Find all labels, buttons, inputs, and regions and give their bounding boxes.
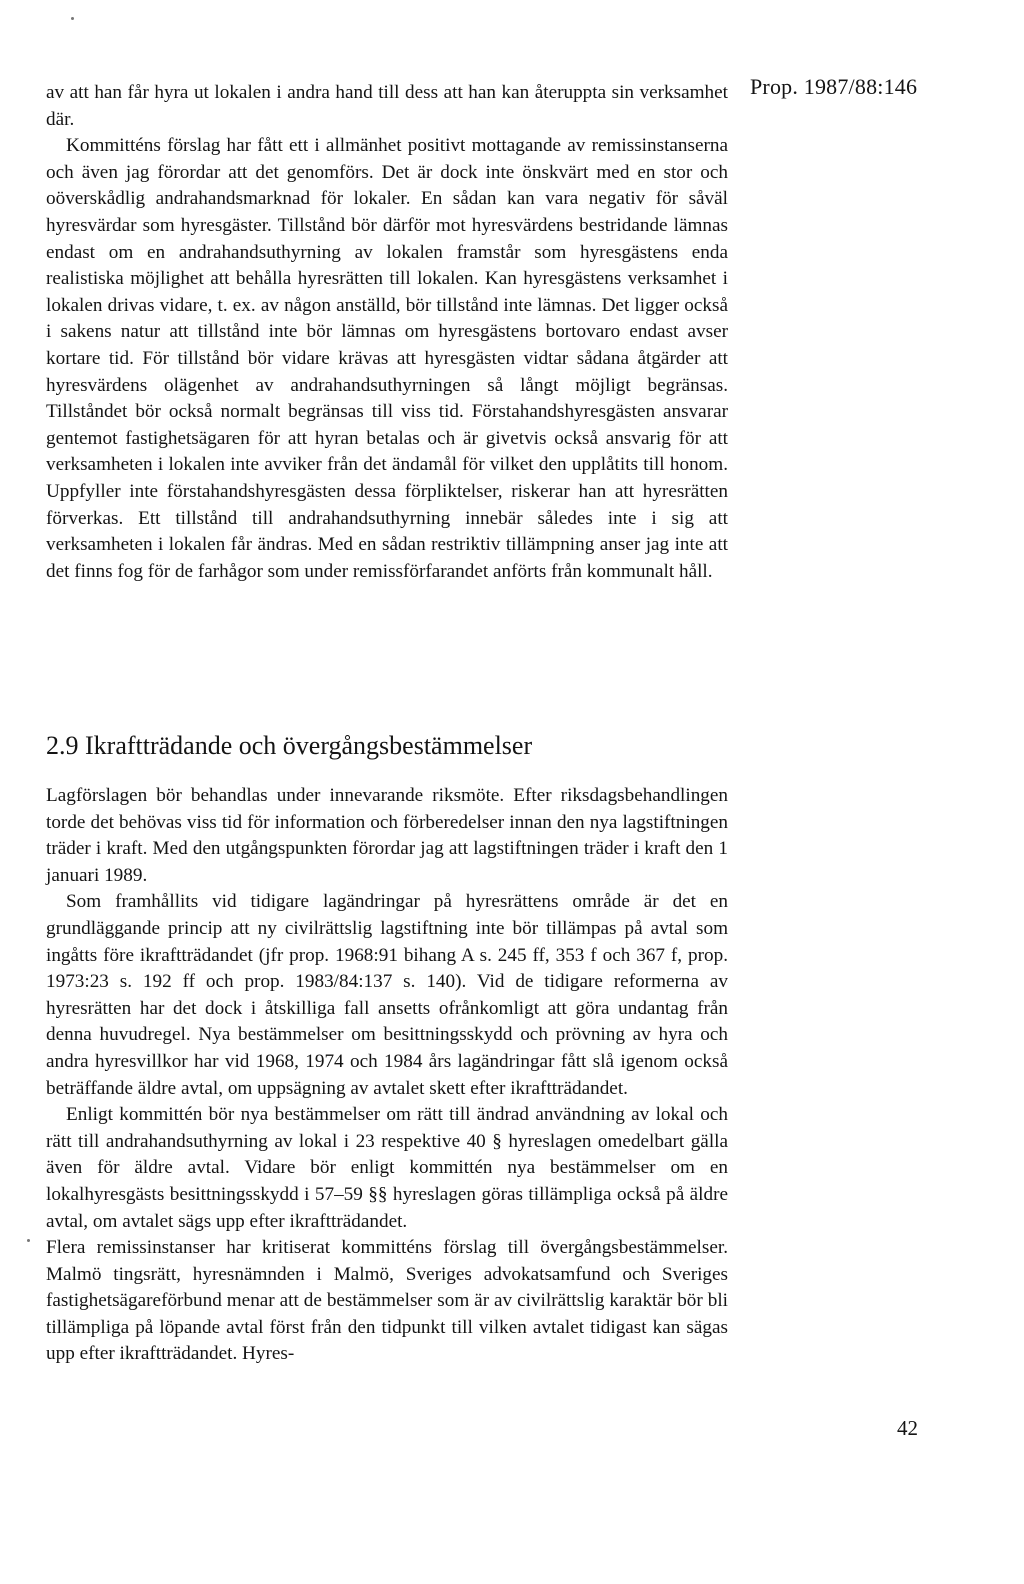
section-2-9-body [46, 783, 728, 1368]
paragraph: Lagförslagen bör behandlas under innevarande riksmöte. Efter riksdagsbehandlingen torde det behövas viss tid för information och förberedelser innan den nya lagstiftningen träder i kraft. Med den utgångspunkten förordar jag att lagstiftningen träder i kraft den 1 januari 1989. [46, 785, 728, 886]
scan-speck-top [71, 17, 74, 20]
paragraph: av att han får hyra ut lokalen i andra hand till dess att han kan återuppta sin verksamhet där. [46, 82, 728, 130]
section-number: 2.9 [46, 731, 79, 760]
paragraph: Kommitténs förslag har fått ett i allmänhet positivt mottagande av remissinstanserna och även jag förordar att det genomförs. Det är dock inte önskvärt med en stor och oöverskådlig andrahandsmarknad för lokaler. En sådan kan vara negativ för såväl hyresvärdar som hyresgäster. Tillstånd bör därför mot hyresvärdens bestridande lämnas endast om en andrahandsuthyrning av lokalen framstår som hyresgästens enda realistiska möjlighet att behålla hyresrätten till lokalen. Kan hyresgästens verksamhet i lokalen drivas vidare, t. ex. av någon anställd, bör tillstånd inte lämnas. Det ligger också i sakens natur att tillstånd inte bör lämnas om hyresgästens bortovaro endast avser kortare tid. För tillstånd bör vidare krävas att hyresgästen vidtar sådana åtgärder att hyresvärdens olägenhet av andrahandsuthyrningen så långt möjligt begränsas. Tillståndet bör också normalt begränsas till viss tid. Förstahandshyresgästen ansvarar gentemot fastighetsägaren för att hyran betalas och är givetvis också ansvarig för att verksamheten i lokalen inte avviker från det ändamål för vilket den upplåtits till honom. Uppfyller inte förstahandshyresgästen dessa förpliktelser, riskerar han att hyresrätten förverkas. Ett tillstånd till andrahandsuthyrning innebär således inte i sig att verksamheten i lokalen får ändras. Med en sådan restriktiv tillämpning anser jag inte att det finns fog för de farhågor som under remissförfarandet anförts från kommunalt håll. [46, 135, 728, 582]
section-2-8-continuation [46, 80, 728, 585]
section-heading [46, 731, 532, 761]
page-number: 42 [897, 1416, 918, 1440]
paragraph: Flera remissinstanser har kritiserat kommitténs förslag till övergångsbestämmelser. Malmö tingsrätt, hyresnämnden i Malmö, Sveriges advokatsamfund och Sveriges fastighetsägareförbund menar att de bestämmelser som är av civilrättslig karaktär bör bli tillämpliga på löpande avtal först från den tidpunkt till vilken avtalet tidigast kan sägas upp efter ikraftträdandet. Hyres- [46, 1237, 728, 1365]
paragraph: Som framhållits vid tidigare lagändringar på hyresrättens område är det en grundläggande princip att ny civilrättslig lagstiftning inte bör tillämpas på avtal som ingåtts före ikraftträdandet (jfr prop. 1968:91 bihang A s. 245 ff, 353 f och 367 f, prop. 1973:23 s. 192 ff och prop. 1983/84:137 s. 140). Vid de tidigare reformerna av hyresrätten har det dock i åtskilliga fall ansetts ofrånkomligt att göra undantag från denna huvudregel. Nya bestämmelser om besittningsskydd och prövning av hyra och andra hyresvillkor har vid 1968, 1974 och 1984 års lagändringar fått slå igenom också beträffande äldre avtal, om uppsägning av avtalet skett efter ikraftträdandet. [46, 891, 728, 1099]
section-title: Ikraftträdande och övergångsbestämmelser [85, 731, 533, 760]
paragraph: Enligt kommittén bör nya bestämmelser om rätt till ändrad användning av lokal och rätt till andrahandsuthyrning av lokal i 23 respektive 40 § hyreslagen omedelbart gälla även för äldre avtal. Vidare bör enligt kommittén nya bestämmelser om en lokalhyresgästs besittningsskydd i 57–59 §§ hyreslagen göras tillämpliga också på äldre avtal, om avtalet sägs upp efter ikraftträdandet. [46, 1104, 728, 1232]
scan-speck-left [27, 1239, 30, 1242]
proposition-reference: Prop. 1987/88:146 [750, 74, 918, 99]
